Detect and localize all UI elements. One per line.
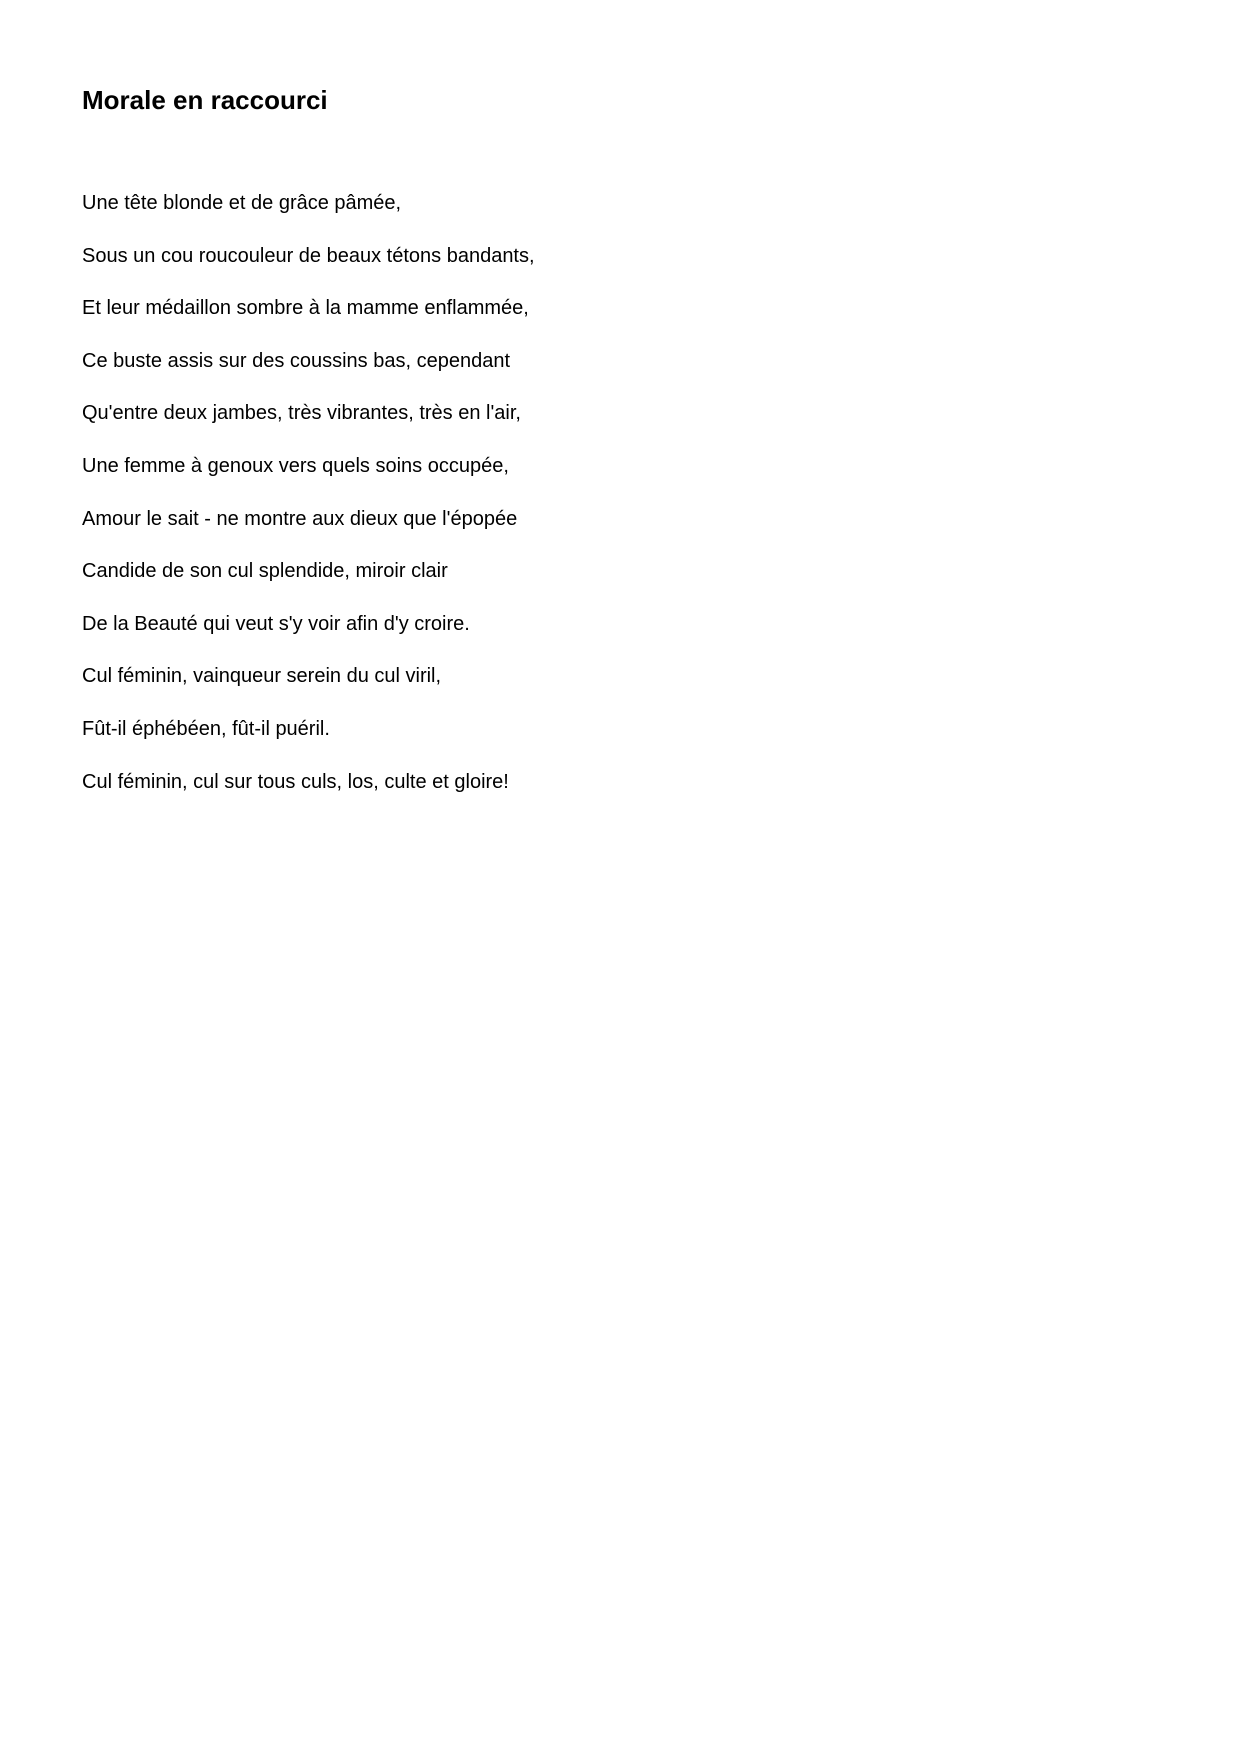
- poem-line: Une tête blonde et de grâce pâmée,: [82, 192, 402, 214]
- poem-line: Candide de son cul splendide, miroir clair: [82, 560, 448, 583]
- poem-title: Morale en raccourci: [82, 85, 328, 115]
- poem-line: De la Beauté qui veut s'y voir afin d'y croire.: [82, 612, 470, 635]
- poem-line: Amour le sait - ne montre aux dieux que l'épopée: [82, 507, 518, 530]
- poem-body: [82, 189, 535, 820]
- poem-line: Et leur médaillon sombre à la mamme enflammée,: [82, 297, 529, 320]
- poem-line: Cul féminin, vainqueur serein du cul viril,: [82, 665, 442, 688]
- poem-line: Cul féminin, cul sur tous culs, los, culte et gloire!: [82, 770, 509, 793]
- poem-line: Qu'entre deux jambes, très vibrantes, très en l'air,: [82, 402, 521, 425]
- poem-line: Fût-il éphébéen, fût-il puéril.: [82, 717, 330, 740]
- poem-line: Ce buste assis sur des coussins bas, cependant: [82, 349, 511, 372]
- poem-line: Une femme à genoux vers quels soins occupée,: [82, 454, 509, 477]
- poem-line: Sous un cou roucouleur de beaux tétons bandants,: [82, 244, 535, 267]
